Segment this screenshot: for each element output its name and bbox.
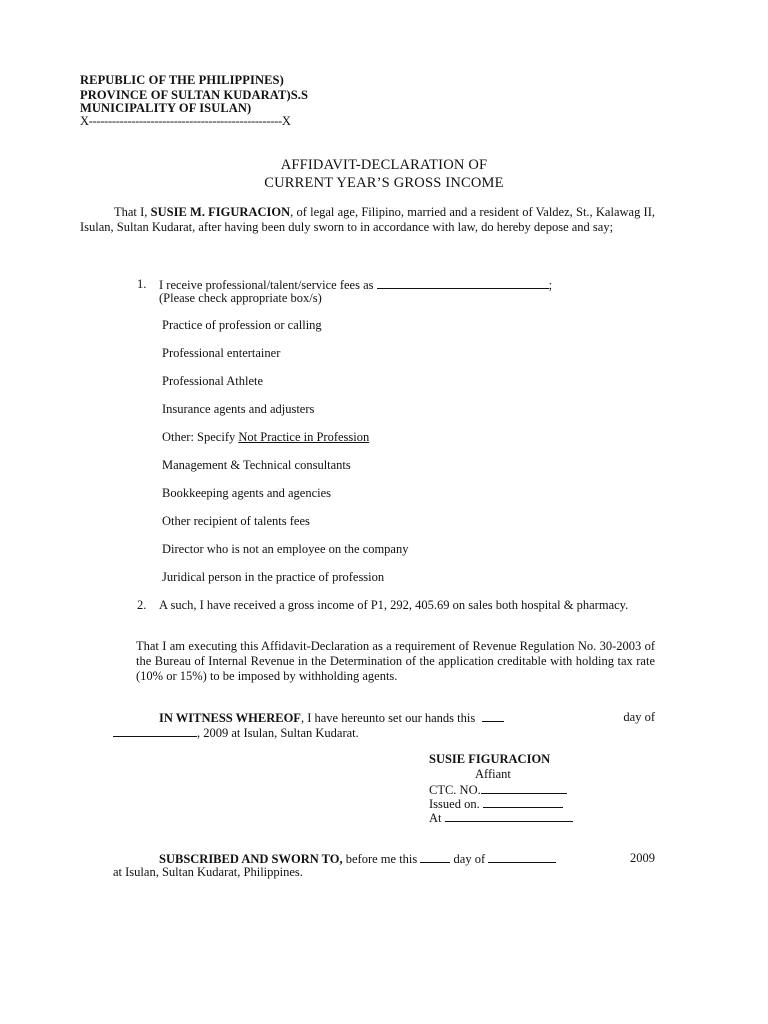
witness-text2: day of (623, 710, 655, 724)
witness-line1 (159, 710, 655, 726)
other-specify-value: Not Practice in Profession (238, 430, 370, 444)
option-juridical-person: Juridical person in the practice of profession (162, 570, 385, 584)
option-practice-of-profession: Practice of profession or calling (162, 318, 322, 332)
jurat-text1: before me this (342, 852, 421, 866)
purpose-paragraph: That I am executing this Affidavit-Declaration as a requirement of Revenue Regulation No. 30-2003 of the Bureau of Internal Revenue in the Determination of the application creditable with holding tax rate (10% or 15%) to be imposed by withholding agents. (136, 639, 655, 683)
option-insurance-agents: Insurance agents and adjusters (162, 402, 315, 416)
signature-role: Affiant (475, 767, 511, 781)
item1-text: I receive professional/talent/service fees as (159, 278, 377, 292)
option-director: Director who is not an employee on the company (162, 542, 409, 556)
issued-at-line (429, 810, 573, 826)
header-province: PROVINCE OF SULTAN KUDARAT)S.S (80, 88, 309, 102)
witness-line2 (113, 725, 359, 741)
item1-end: ; (548, 278, 553, 292)
jurat-lead: SUBSCRIBED AND SWORN TO, (159, 852, 343, 866)
document-title-line1: AFFIDAVIT-DECLARATION OF (280, 157, 488, 173)
jurat-day-blank (420, 851, 450, 863)
option-other-talent-fees: Other recipient of talents fees (162, 514, 310, 528)
option-bookkeeping-agents: Bookkeeping agents and agencies (162, 486, 332, 500)
intro-prefix: That I, (114, 205, 151, 219)
option-other-specify (162, 430, 369, 445)
issued-blank (483, 796, 563, 808)
header-divider: X--------------------------------------------------X (80, 114, 291, 128)
ctc-label: CTC. NO. (429, 783, 481, 797)
at-blank (445, 810, 573, 822)
intro-paragraph (80, 205, 655, 235)
option-professional-athlete: Professional Athlete (162, 374, 264, 388)
signature-name: SUSIE FIGURACION (429, 752, 551, 766)
option-professional-entertainer: Professional entertainer (162, 346, 281, 360)
witness-text1: , I have hereunto set our hands this (300, 711, 479, 725)
fees-blank (377, 277, 549, 289)
witness-text3: , 2009 at Isulan, Sultan Kudarat. (197, 726, 359, 740)
intro-text: , of legal age, Filipino, married and a resident of Valdez, St., Kalawag II, Isulan, Sultan Kudarat, after having been duly sworn to in accordance with law, do hereby depose and say; (80, 205, 655, 234)
jurat-text2: day of (450, 852, 489, 866)
other-specify-label: Other: Specify (162, 430, 239, 444)
witness-lead: IN WITNESS WHEREOF (159, 711, 301, 725)
document-title-line2: CURRENT YEAR’S GROSS INCOME (264, 175, 504, 191)
item1-note: (Please check appropriate box/s) (159, 291, 322, 305)
item2-number: 2. (137, 598, 147, 612)
issued-label: Issued on. (429, 797, 483, 811)
jurat-year: 2009 (630, 851, 655, 865)
item1-number: 1. (137, 277, 147, 291)
item2-text: A such, I have received a gross income of P1, 292, 405.69 on sales both hospital & pharmacy. (159, 598, 629, 612)
jurat-line2: at Isulan, Sultan Kudarat, Philippines. (113, 865, 303, 879)
ctc-blank (481, 782, 567, 794)
at-label: At (429, 811, 445, 825)
witness-day-blank (482, 710, 504, 722)
affiant-full-name: SUSIE M. FIGURACION (150, 205, 291, 219)
option-management-consultants: Management & Technical consultants (162, 458, 351, 472)
header-republic: REPUBLIC OF THE PHILIPPINES) (80, 73, 284, 87)
jurat-month-blank (488, 851, 556, 863)
header-municipality: MUNICIPALITY OF ISULAN) (80, 101, 252, 115)
witness-month-blank (113, 725, 197, 737)
